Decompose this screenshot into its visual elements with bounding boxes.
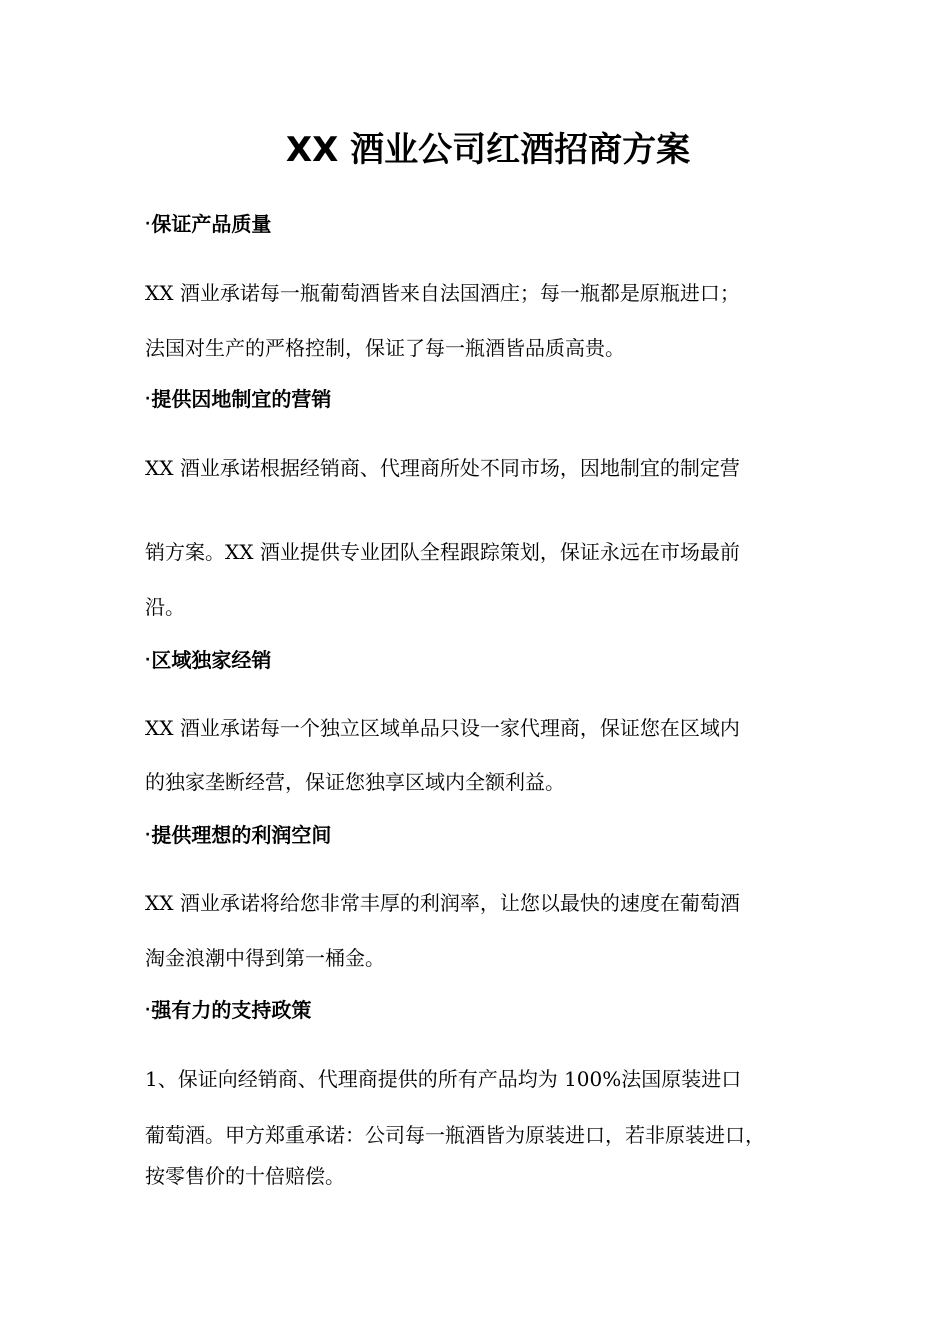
section-heading-text: 提供因地制宜的营销 bbox=[151, 387, 332, 411]
paragraph-line: 销方案。XX 酒业提供专业团队全程跟踪策划，保证永远在市场最前 bbox=[145, 540, 740, 564]
section-heading-text: 保证产品质量 bbox=[151, 212, 272, 236]
section-heading-text: 区域独家经销 bbox=[151, 648, 272, 672]
section-heading bbox=[145, 646, 271, 674]
paragraph-line: 葡萄酒。甲方郑重承诺：公司每一瓶酒皆为原装进口，若非原装进口， bbox=[145, 1123, 765, 1147]
document-title: XX 酒业公司红酒招商方案 bbox=[285, 130, 691, 170]
paragraph-line: 沿。 bbox=[145, 595, 185, 619]
section-heading bbox=[145, 210, 271, 238]
paragraph-line: 1、保证向经销商、代理商提供的所有产品均为 100%法国原装进口 bbox=[145, 1067, 742, 1091]
section-heading bbox=[145, 996, 311, 1024]
paragraph-line: 按零售价的十倍赔偿。 bbox=[145, 1164, 345, 1188]
paragraph-line: 淘金浪潮中得到第一桶金。 bbox=[145, 946, 385, 970]
paragraph-line: XX 酒业承诺每一瓶葡萄酒皆来自法国酒庄；每一瓶都是原瓶进口； bbox=[145, 281, 740, 305]
section-heading bbox=[145, 821, 331, 849]
bullet-icon: · bbox=[145, 652, 151, 668]
paragraph-line: XX 酒业承诺将给您非常丰厚的利润率，让您以最快的速度在葡萄酒 bbox=[145, 891, 740, 915]
paragraph-line: XX 酒业承诺根据经销商、代理商所处不同市场，因地制宜的制定营 bbox=[145, 456, 740, 480]
bullet-icon: · bbox=[145, 216, 151, 232]
bullet-icon: · bbox=[145, 827, 151, 843]
paragraph-line: 的独家垄断经营，保证您独享区域内全额利益。 bbox=[145, 770, 565, 794]
paragraph-line: XX 酒业承诺每一个独立区域单品只设一家代理商，保证您在区域内 bbox=[145, 716, 740, 740]
section-heading bbox=[145, 385, 331, 413]
bullet-icon: · bbox=[145, 391, 151, 407]
paragraph-line: 法国对生产的严格控制，保证了每一瓶酒皆品质高贵。 bbox=[145, 336, 625, 360]
bullet-icon: · bbox=[145, 1002, 151, 1018]
section-heading-text: 提供理想的利润空间 bbox=[151, 823, 332, 847]
section-heading-text: 强有力的支持政策 bbox=[151, 998, 312, 1022]
